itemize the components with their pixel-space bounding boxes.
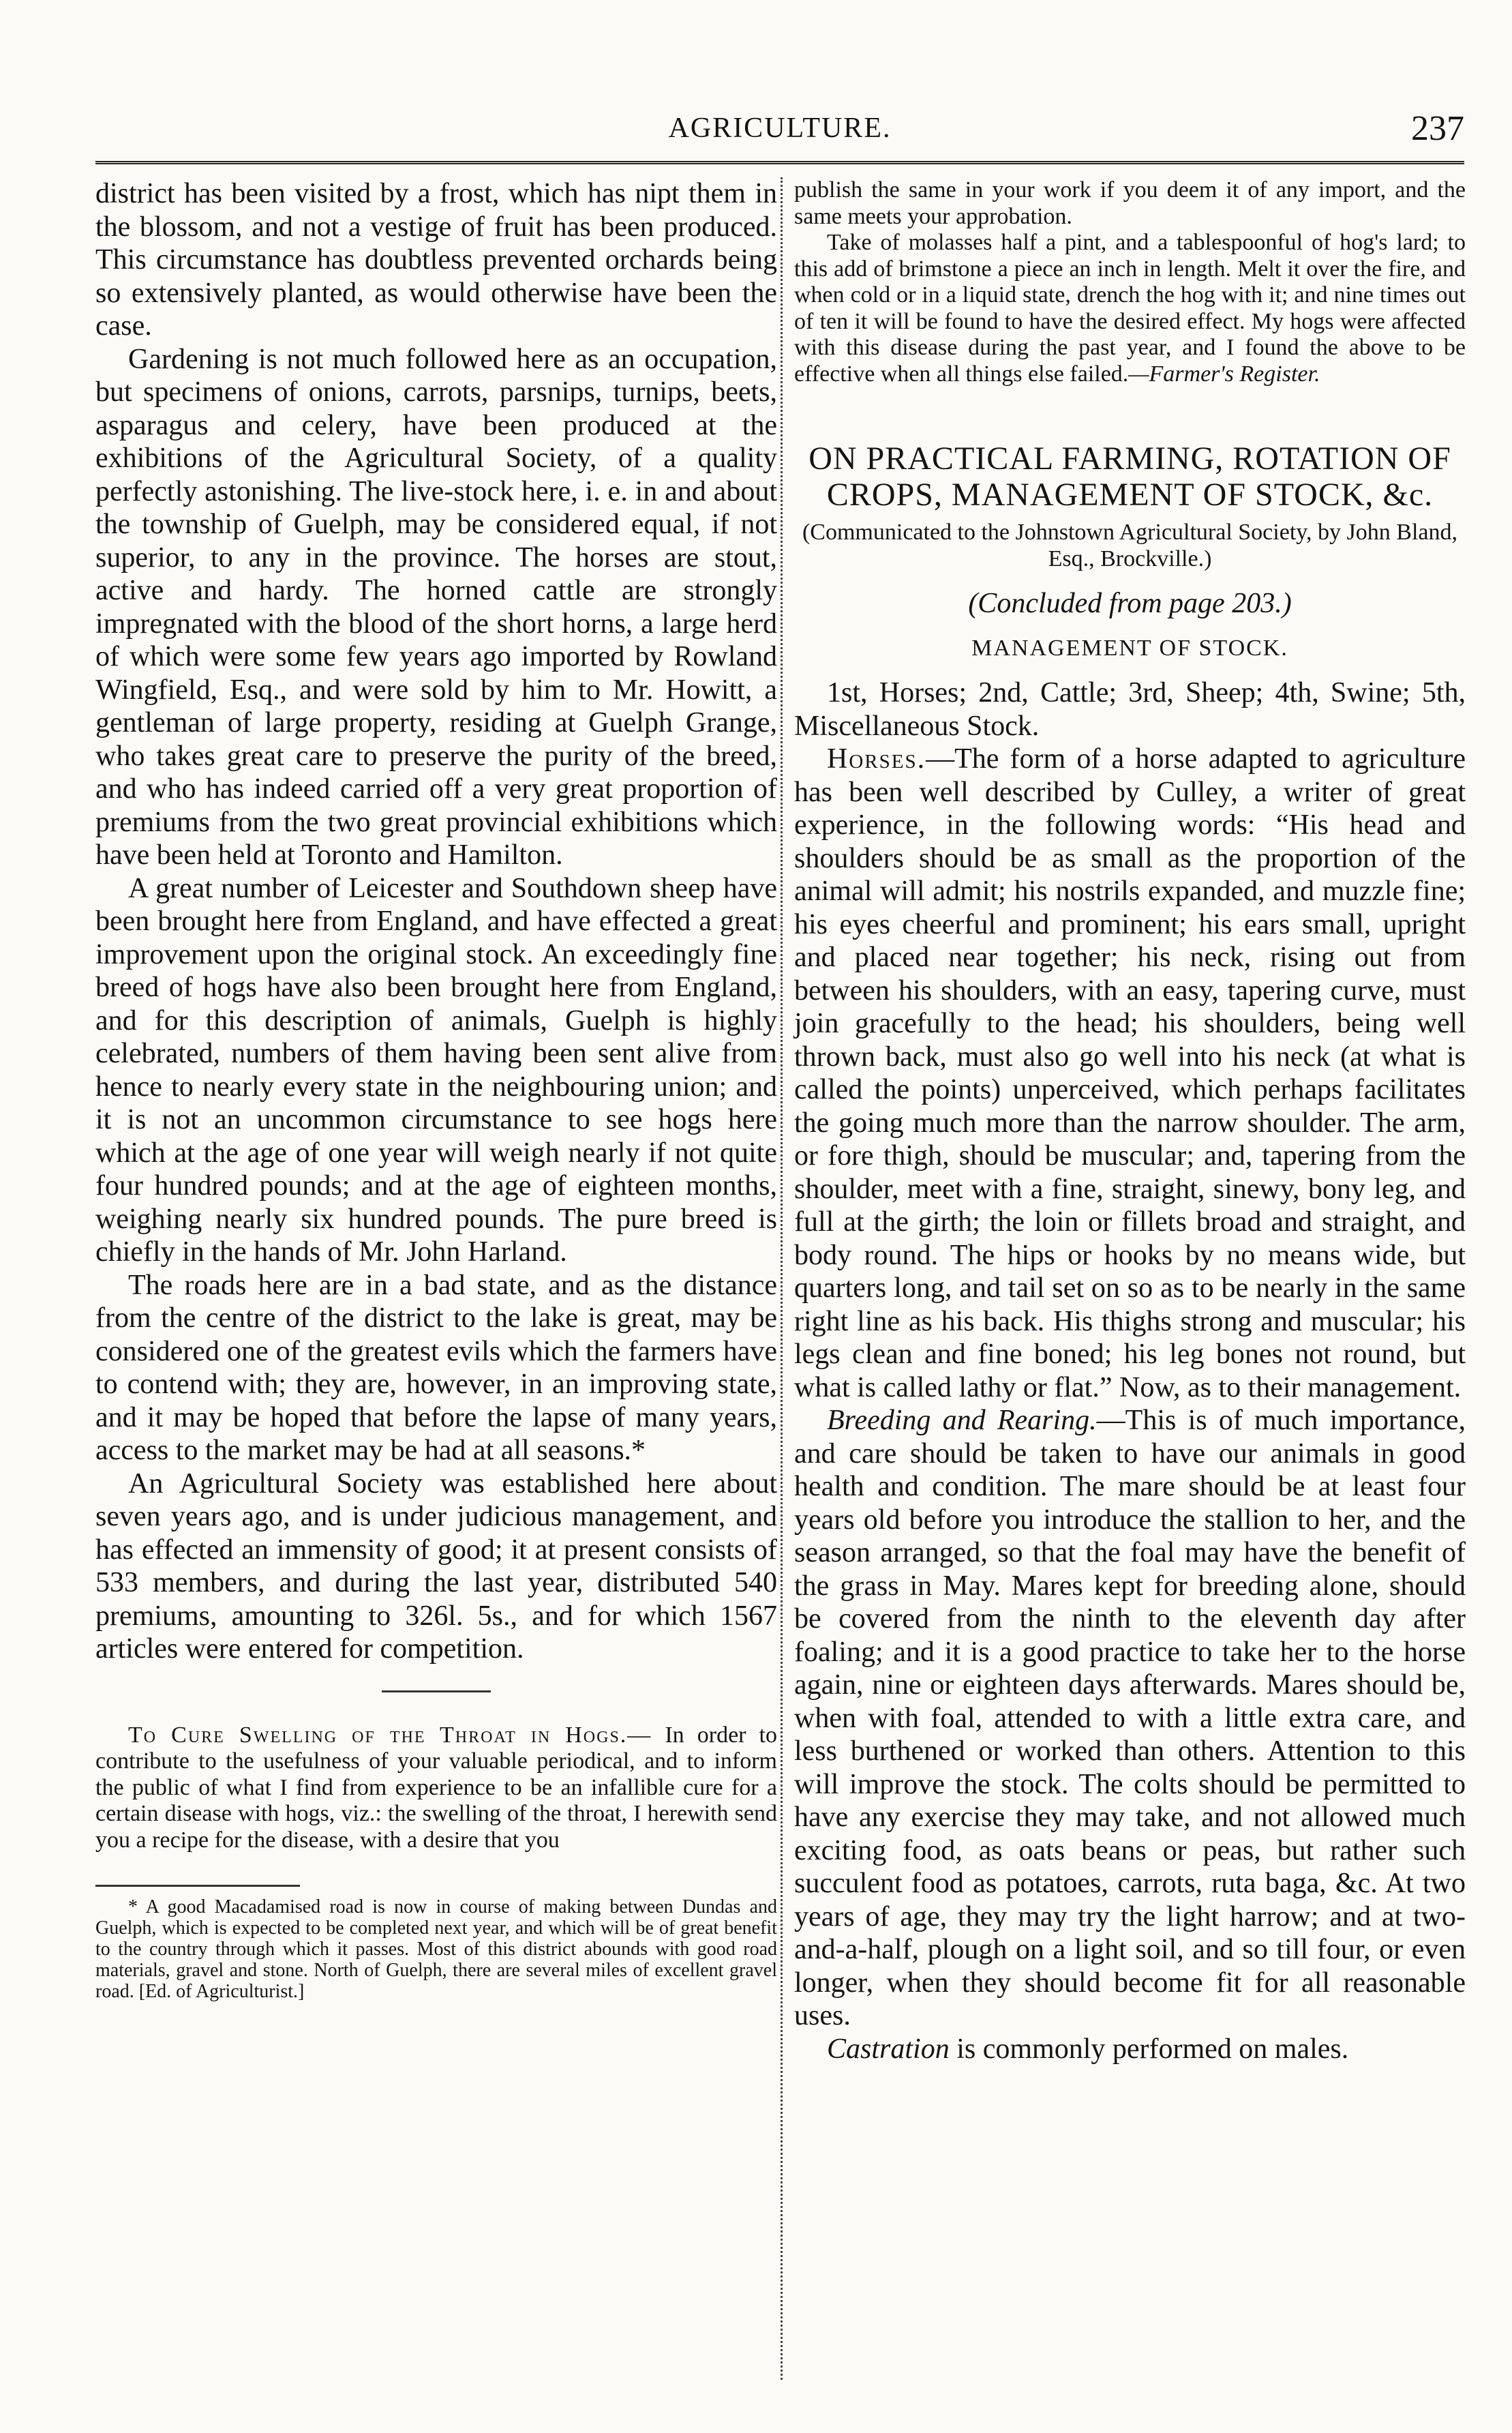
section-divider xyxy=(382,1690,491,1692)
hog-cure-text: In order to contribute to the usefulness of your valuable periodical, and to inform the public of what I find from experience to be an infallible cure for a certain disease with hogs, viz.: the swelling of the throat, I herewith send you a recipe for the disease, with a desire that you xyxy=(95,1722,777,1853)
spacer xyxy=(794,572,1466,587)
paragraph-gardening: Gardening is not much followed here as an occupation, but specimens of onions, carrots, parsnips, turnips, beets, asparagus and celery, have been produced at the exhibitions of the Agricultural Society, of a quality perfectly astonishing. The live-stock here, i. e. in and about the township of Guelph, may be considered equal, if not superior, to any in the province. The horses are stout, active and hardy. The horned cattle are strongly impregnated with the blood of the short horns, a large herd of which were some few years ago imported by Rowland Wingfield, Esq., and were sold by him to Mr. Howitt, a gentleman of large property, residing at Guelph Grange, who takes great care to preserve the purity of the breed, and who has indeed carried off a very great proportion of premiums from the two great provincial exhibitions which have been held at Toronto and Hamilton. xyxy=(95,343,777,871)
paragraph-frost: district has been visited by a frost, which has nipt them in the blossom, and not a vestige of fruit has been produced. This circumstance has doubtless prevented orchards being so extensively planted, as would otherwise have been the case. xyxy=(95,178,777,342)
paragraph-castration xyxy=(794,2033,1466,2066)
spacer xyxy=(794,621,1466,636)
breeding-lead: Breeding and Rearing. xyxy=(827,1405,1097,1436)
paragraph-agricultural-society: An Agricultural Society was established here about seven years ago, and is under judicious management, and has effected an immensity of good; it at present consists of 533 members, and during the last year, distributed 540 premiums, amounting to 326l. 5s., and for which 1567 articles were entered for competition. xyxy=(95,1467,777,1665)
castration-lead: Castration xyxy=(827,2033,950,2065)
castration-text: is commonly performed on males. xyxy=(949,2033,1349,2065)
header-rule xyxy=(95,161,1464,164)
breeding-text: —This is of much importance, and care should be taken to have our animals in good health and condition. The mare should be at least four years old before you introduce the stallion to her, and the season arranged, so that the foal may have the benefit of the grass in May. Mares kept for breeding alone, should be covered from the ninth to the eleventh day after foaling; and it is a good practice to take her to the horse again, nine or eighteen days afterwards. Mares should be, when with foal, attended to with a little extra care, and less burthened or worked than others. Attention to this will improve the stock. The colts should be permitted to have any exercise they may take, and not allowed much exciting food, as oats beans or peas, but rather such succulent food as potatoes, carrots, ruta baga, &c. At two years of age, they may try the light harrow; and at two-and-a-half, plough on a light soil, and so till four, or even longer, when they should become fit for all reasonable uses. xyxy=(794,1405,1466,2031)
running-title: AGRICULTURE. xyxy=(668,113,892,144)
footnote: * A good Macadamised road is now in course of making between Dundas and Guelph, which is expected to be completed next year, and which will be of great benefit to the country through which it passes. Most of this district abounds with good road materials, gravel and stone. North of Guelph, there are several miles of excellent gravel road. [Ed. of Agriculturist.] xyxy=(95,1896,777,2002)
horses-lead: Horses. xyxy=(827,743,926,775)
hog-cure-recipe-text: Take of molasses half a pint, and a tablespoonful of hog's lard; to this add of brimstone a piece an inch in length. Melt it over the fire, and when cold or in a liquid state, drench the hog with it; and nine times out of ten it will be found to have the desired effect. My hogs were affected with this disease during the past year, and I found the above to be effective when all things else failed. xyxy=(794,230,1466,387)
hog-cure-continued: publish the same in your work if you deem it of any import, and the same meets your approbation. xyxy=(794,177,1466,229)
article-title: ON PRACTICAL FARMING, ROTATION OF CROPS, MANAGEMENT OF STOCK, &c. xyxy=(808,441,1451,513)
hog-cure-intro xyxy=(95,1722,777,1854)
paragraph-horses xyxy=(794,743,1466,1404)
spacer xyxy=(794,661,1466,676)
page-header xyxy=(95,95,1464,157)
paragraph-sheep-hogs: A great number of Leicester and Southdown sheep have been brought here from England, and have effected a great improvement upon the original stock. An exceedingly fine breed of hogs have also been brought here from England, and for this description of animals, Guelph is highly celebrated, numbers of them having been sent alive from hence to nearly every state in the neighbouring union; and it is not an uncommon circumstance to see hogs here which at the age of one year will weigh nearly if not quite four hundred pounds; and at the age of eighteen months, weighing nearly six hundred pounds. The pure breed is chiefly in the hands of Mr. John Harland. xyxy=(95,872,777,1268)
paragraph-roads: The roads here are in a bad state, and as the distance from the centre of the district to the lake is great, may be considered one of the greatest evils which the farmers have to contend with; they are, however, in an improving state, and it may be hoped that before the lapse of many years, access to the market may be had at all seasons.* xyxy=(95,1269,777,1466)
concluded-text: (Concluded from page 203.) xyxy=(968,588,1292,619)
left-column xyxy=(95,177,777,2002)
stock-list: 1st, Horses; 2nd, Cattle; 3rd, Sheep; 4th, Swine; 5th, Miscellaneous Stock. xyxy=(794,677,1466,742)
footnote-rule xyxy=(95,1885,300,1887)
hog-cure-recipe xyxy=(794,230,1466,387)
right-column xyxy=(794,177,1466,2065)
paragraph-breeding xyxy=(794,1404,1466,2033)
hog-cure-heading: To Cure Swelling of the Throat in Hogs.— xyxy=(128,1722,652,1748)
concluded-note xyxy=(794,587,1466,621)
column-divider xyxy=(781,177,783,2380)
hog-cure-source: —Farmer's Register. xyxy=(1128,361,1320,387)
horses-text: —The form of a horse adapted to agriculture has been well described by Culley, a writer of great experience, in the following words: “His head and shoulders should be as small as the proportion of the animal will admit; his nostrils expanded, and muzzle fine; his eyes cheerful and prominent; his ears small, upright and placed near together; his neck, rising out from between his shoulders, with an easy, tapering curve, must join gracefully to the head; his shoulders, being well thrown back, must also go well into his neck (at what is called the points) unperceived, which perhaps facilitates the going much more than the narrow shoulder. The arm, or fore thigh, should be muscular; and, tapering from the shoulder, meet with a fine, straight, sinewy, bony leg, and full at the girth; the loin or fillets broad and straight, and body round. The hips or hooks by no means wide, but quarters long, and tail set on so as to be nearly in the same right line as his back. His thighs strong and muscular; his legs clean and fine boned; his leg bones not round, but what is called lathy or flat.” Now, as to their management. xyxy=(794,743,1466,1403)
article-communicated: (Communicated to the Johnstown Agricultural Society, by John Bland, Esq., Brockville.) xyxy=(802,520,1457,571)
page-number: 237 xyxy=(1411,109,1464,148)
subheading-management: MANAGEMENT OF STOCK. xyxy=(971,635,1288,661)
